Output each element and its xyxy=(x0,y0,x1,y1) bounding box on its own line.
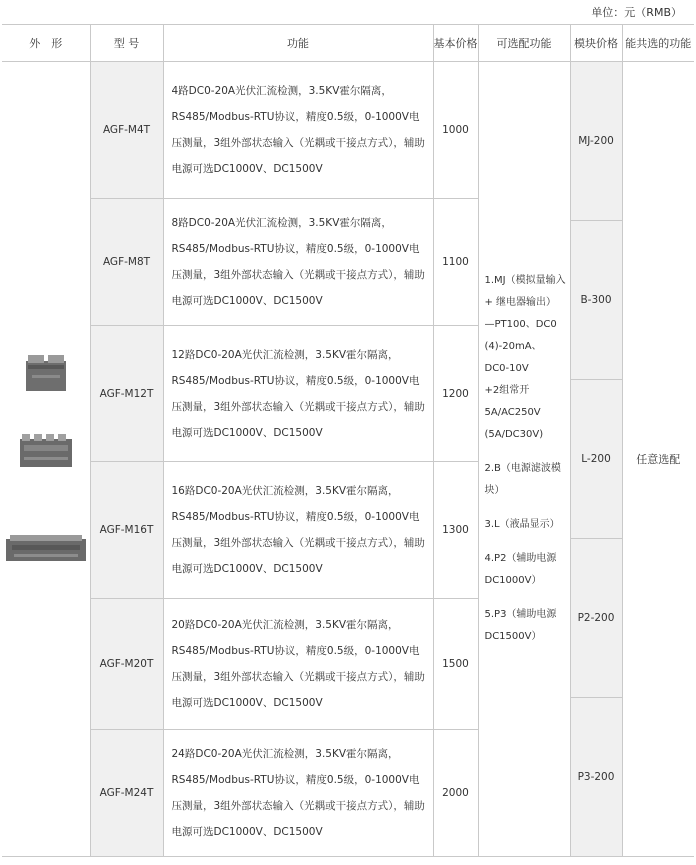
price-cell: 1300 xyxy=(433,462,478,598)
optional-line: 1.MJ（模拟量输入 xyxy=(484,275,566,286)
header-row xyxy=(2,25,694,62)
optional-line: 5A/AC250V xyxy=(484,407,541,418)
header-model: 型 号 xyxy=(90,25,163,62)
price-cell: 1200 xyxy=(433,326,478,462)
function-cell: 8路DC0-20A光伏汇流检测，3.5KV霍尔隔离，RS485/Modbus-RTU协议，精度0.5级，0-1000V电压测量，3组外部状态输入（光耦或干接点方式），辅助电源可选DC1000V、DC1500V xyxy=(163,199,433,326)
price-cell: 1500 xyxy=(433,598,478,729)
module-price-item: P2-200 xyxy=(571,539,622,698)
optional-line: 5.P3（辅助电源 xyxy=(484,609,557,620)
header-base-price: 基本价格 xyxy=(433,25,478,62)
module-price-item: B-300 xyxy=(571,221,622,380)
optional-line: (4)-20mA、 xyxy=(484,341,542,352)
unit-label: 单位：元（RMB） xyxy=(591,6,682,19)
device-image-large xyxy=(4,533,88,565)
price-cell: 1000 xyxy=(433,62,478,199)
optional-line xyxy=(485,446,566,458)
header-function: 功能 xyxy=(163,25,433,62)
header-optional: 可选配功能 xyxy=(478,25,570,62)
device-image-small xyxy=(24,353,68,393)
module-list xyxy=(571,62,622,856)
module-cell xyxy=(570,62,622,857)
module-price-item: P3-200 xyxy=(577,771,615,783)
device-image-medium xyxy=(18,431,74,471)
optional-line: + 继电器输出） xyxy=(484,297,557,308)
table-row xyxy=(2,62,694,199)
model-cell: AGF-M4T xyxy=(90,62,163,199)
optional-line: +2组常开 xyxy=(484,385,530,396)
optional-line: 4.P2（辅助电源 xyxy=(484,553,557,564)
function-cell: 24路DC0-20A光伏汇流检测，3.5KV霍尔隔离，RS485/Modbus-RTU协议，精度0.5级，0-1000V电压测量，3组外部状态输入（光耦或干接点方式），辅助电源可选DC1000V、DC1500V xyxy=(163,729,433,856)
function-cell: 20路DC0-20A光伏汇流检测，3.5KV霍尔隔离，RS485/Modbus-RTU协议，精度0.5级，0-1000V电压测量，3组外部状态输入（光耦或干接点方式），辅助电源可选DC1000V、DC1500V xyxy=(163,598,433,729)
optional-line: (5A/DC30V) xyxy=(484,429,544,440)
optional-line xyxy=(485,536,566,548)
model-cell: AGF-M20T xyxy=(90,598,163,729)
optional-line xyxy=(485,502,566,514)
model-cell: AGF-M16T xyxy=(90,462,163,598)
optional-line: —PT100、DC0 xyxy=(484,319,557,330)
model-cell: AGF-M12T xyxy=(90,326,163,462)
header-module-price: 模块价格 xyxy=(570,25,622,62)
function-cell: 16路DC0-20A光伏汇流检测，3.5KV霍尔隔离，RS485/Modbus-RTU协议，精度0.5级，0-1000V电压测量，3组外部状态输入（光耦或干接点方式），辅助电源可选DC1000V、DC1500V xyxy=(163,462,433,598)
optional-line: 块） xyxy=(484,485,505,496)
price-cell: 2000 xyxy=(433,729,478,856)
common-cell: 任意选配 xyxy=(622,62,694,857)
optional-list xyxy=(485,270,566,648)
model-cell: AGF-M24T xyxy=(90,729,163,856)
shape-cell xyxy=(2,62,90,857)
optional-line: 3.L（液晶显示） xyxy=(484,519,560,530)
optional-line: DC1000V） xyxy=(484,575,542,586)
price-table xyxy=(2,24,694,857)
header-shape: 外 形 xyxy=(2,25,90,62)
optional-line: DC1500V） xyxy=(484,631,542,642)
header-common: 能共选的功能 xyxy=(622,25,694,62)
optional-cell xyxy=(478,62,570,857)
model-cell: AGF-M8T xyxy=(90,199,163,326)
optional-line xyxy=(485,592,566,604)
optional-line: 2.B（电源滤波模 xyxy=(484,463,561,474)
optional-line: DC0-10V xyxy=(484,363,529,374)
function-cell: 12路DC0-20A光伏汇流检测，3.5KV霍尔隔离，RS485/Modbus-RTU协议，精度0.5级，0-1000V电压测量，3组外部状态输入（光耦或干接点方式），辅助电源可选DC1000V、DC1500V xyxy=(163,326,433,462)
function-cell: 4路DC0-20A光伏汇流检测，3.5KV霍尔隔离，RS485/Modbus-RTU协议，精度0.5级，0-1000V电压测量，3组外部状态输入（光耦或干接点方式），辅助电源可选DC1000V、DC1500V xyxy=(163,62,433,199)
module-price-item: L-200 xyxy=(571,380,622,539)
price-cell: 1100 xyxy=(433,199,478,326)
module-price-item: MJ-200 xyxy=(571,62,622,221)
